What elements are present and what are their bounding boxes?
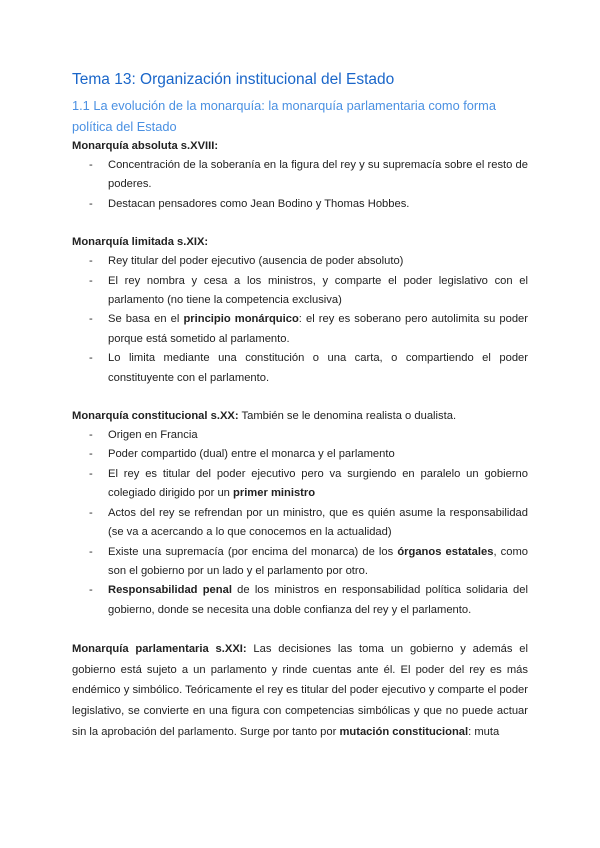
absoluta-heading [72,137,528,156]
constitucional-heading [72,407,528,426]
parlamentaria-title: Monarquía parlamentaria s.XXI: [72,643,247,656]
list-item-text: Destacan pensadores como Jean Bodino y Thomas Hobbes. [108,197,410,210]
dash-bullet: - [89,467,93,480]
list-item-text: Rey titular del poder ejecutivo (ausencia de poder absoluto) [108,255,404,268]
list-item-text: Origen en Francia [108,429,198,442]
list-item-text: Concentración de la soberanía en la figura del rey y su supremacía sobre el resto de poderes. [108,159,528,191]
parlamentaria-paragraph [72,639,528,742]
bold-term: primer ministro [233,487,316,500]
list-item-text: Actos del rey se refrendan por un ministro, que es quién asume la responsabilidad (se va a acercando a lo que conocemos en la actualidad) [108,506,528,539]
document-content [72,70,528,742]
list-item-text: de los ministros en responsabilidad política solidaria del gobierno, donde se necesita una doble confianza del rey y el parlamento. [108,584,528,616]
list-item-text: El rey es titular del poder ejecutivo pero va surgiendo en paralelo un gobierno colegiado dirigido por un [108,467,528,500]
list-item [72,272,528,311]
bold-term: principio monárquico [183,313,299,326]
list-item [72,252,528,271]
section-gap [72,214,528,233]
list-item-text: Se basa en el [108,313,184,326]
absoluta-title: Monarquía absoluta s.XVIII: [72,140,219,152]
list-item [72,310,528,349]
list-item [72,156,528,195]
dash-bullet: - [89,429,93,442]
list-item-text: Existe una supremacía (por encima del monarca) de los [108,545,398,558]
list-item [72,445,528,464]
dash-bullet: - [89,352,93,365]
limitada-heading [72,233,528,252]
dash-bullet: - [89,506,93,519]
bold-term: mutación constitucional [339,725,469,738]
limitada-list [72,252,528,388]
absoluta-list [72,156,528,214]
constitucional-title: Monarquía constitucional s.XX: [72,410,239,423]
list-item [72,426,528,445]
constitucional-list [72,426,528,620]
page-title: Tema 13: Organización institucional del Estado [72,71,395,88]
list-item-text: Poder compartido (dual) entre el monarca y el parlamento [108,448,395,461]
list-item [72,465,528,504]
list-item-text: Lo limita mediante una constitución o una carta, o compartiendo el poder constituyente con el parlamento. [108,352,528,384]
paragraph-text: : muta [468,725,500,738]
list-item-text: El rey nombra y cesa a los ministros, y comparte el poder legislativo con el parlamento (no tiene la competencia exclusiva) [108,274,528,307]
subtitle-line-1: 1.1 La evolución de la monarquía: la monarquía parlamentaria como forma [72,98,496,113]
section-gap [72,620,528,639]
list-item [72,195,528,214]
dash-bullet: - [89,255,93,268]
bold-term: Responsabilidad penal [108,584,232,597]
list-item-text: , como son el gobierno por un lado y el parlamento por otro. [108,545,528,577]
subtitle-line-2: política del Estado [72,119,177,134]
dash-bullet: - [89,197,93,210]
dash-bullet: - [89,545,93,558]
dash-bullet: - [89,584,93,597]
constitucional-intro: También se le denomina realista o dualista. [238,410,457,423]
list-item [72,349,528,388]
paragraph-text: Las decisiones las toma un gobierno y además el gobierno está sujeto a un parlamento y rinde cuentas ante él. El poder del rey es más endémico y simbólico. Teóricamente el rey es titular del poder ejecutivo y comparte el poder legislativo, se convierte en una figura con competencias simbólicas y que no puede actuar sin la aprobación del parlamento. Surge por tanto por [72,643,528,738]
bold-term: órganos estatales [397,545,494,558]
list-item [72,504,528,543]
dash-bullet: - [89,159,93,171]
list-item-text: : el rey es soberano pero autolimita su poder porque está sometido al parlamento. [108,313,528,345]
limitada-title: Monarquía limitada s.XIX: [72,236,209,249]
list-item [72,543,528,582]
section-subtitle [72,95,528,137]
list-item [72,581,528,620]
dash-bullet: - [89,313,93,326]
dash-bullet: - [89,448,93,461]
section-gap [72,388,528,407]
dash-bullet: - [89,274,93,287]
